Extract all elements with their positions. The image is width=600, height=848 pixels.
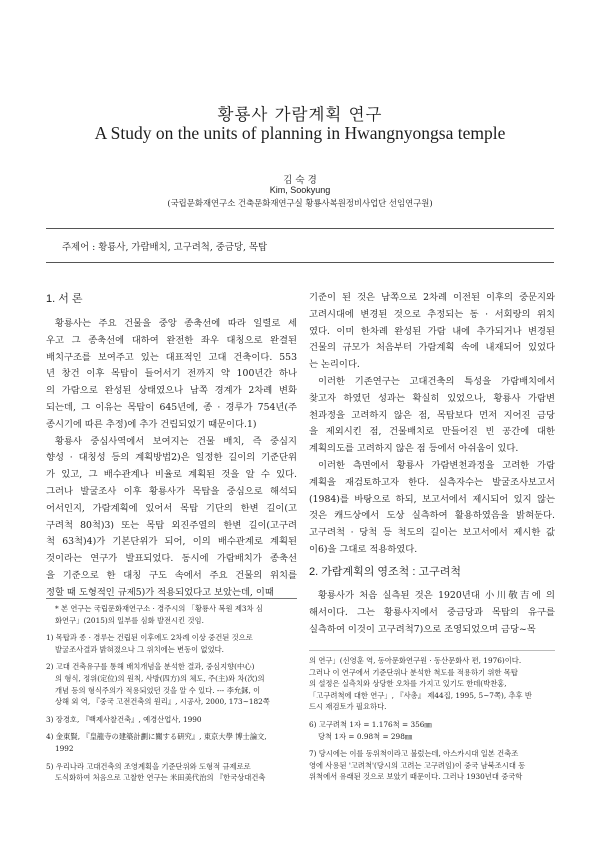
- text-line: 고구려척 · 당척 등 척도의 길이는 보고서에서 제시한 값: [309, 527, 555, 539]
- keywords-bottom-rule: [46, 262, 554, 263]
- text-line: 실측하여 이것이 고구려척7)으로 조영되었으며 금당~목: [309, 623, 536, 635]
- keywords: 주제어 : 황룡사, 가람배치, 고구려척, 중금당, 목탑: [62, 242, 268, 253]
- text-line: 고려시대에 변경된 것으로 추정되는 동 · 서회랑의 위치: [309, 308, 555, 320]
- footnote-line: 2) 고대 건축유구를 통해 배치개념을 분석한 결과, 중심지향(中心): [46, 662, 255, 672]
- text-line: 것이라는 연구가 발표되었다. 동시에 가람배치가 종축선: [46, 553, 297, 565]
- section-2-heading: 2. 가람계획의 영조척 : 고구려척: [309, 566, 461, 578]
- footnote-line: 드시 재검토가 필요하다.: [309, 702, 387, 712]
- text-line: 배치구조를 보여주고 있는 대표적인 고대 건축이다. 553: [46, 351, 297, 363]
- text-line: 을 기준으로 한 대칭 구도 속에서 주요 건물의 위치를: [46, 569, 297, 581]
- footnote-line: 6) 고구려척 1자 = 1.176척 = 356㎜: [309, 719, 432, 729]
- right-footnotes: [309, 655, 555, 783]
- section-1-heading: 1. 서 론: [46, 293, 83, 305]
- author-english: Kim, Sookyung: [269, 185, 331, 195]
- text-line: 되는데, 그 이유는 목탑이 645년에, 종 · 경루가 754년(주: [46, 401, 297, 413]
- text-line: 가 있고, 그 배수관계나 비율로 계획된 것을 알 수 있다.: [46, 469, 297, 481]
- author-affiliation: (국립문화재연구소 건축문화재연구실 황룡사복원정비사업단 선임연구원): [167, 198, 433, 208]
- text-line: 계획을 재검토하고자 한다. 실측자수는 발굴조사보고서: [309, 476, 555, 488]
- text-line: 우고 그 종축선에 대하여 완전한 좌우 대칭으로 완결된: [46, 334, 297, 346]
- text-line: 종시기에 따른 추정)에 추가 건립되었기 때문이다.1): [46, 418, 257, 430]
- text-line: 황룡사는 주요 건물을 중앙 종축선에 따라 일렬로 세: [55, 318, 297, 329]
- text-line: 척 63척)4)가 기본단위가 되어, 이의 배수관계로 계획된: [46, 536, 297, 548]
- footnote-line: 발굴조사결과 밝혀졌으나 그 위치에는 변동이 없었다.: [55, 644, 224, 654]
- text-line: 황룡사 중심사역에서 보여지는 건물 배치, 즉 중심지: [55, 435, 297, 447]
- footnote-line: 도식화하여 처음으로 고찰한 연구는 米田美代治의 『한국상대건축: [55, 773, 266, 783]
- text-line: 것은 캐드상에서 도상 실측하여 활용하였음을 밝혀둔다.: [309, 510, 555, 522]
- footnote-line: 상해 외 역, 『중국 고전건축의 원리』, 시공사, 2000, 173~182쪽: [55, 697, 270, 707]
- author-korean: 김 숙 경: [283, 175, 317, 186]
- keywords-top-rule: [46, 228, 554, 229]
- text-line: 는 논리이다.: [309, 359, 360, 371]
- text-line: 찾고자 하였던 성과는 확실히 있었으나, 황룡사 가람변: [309, 392, 555, 404]
- footnote-line: 5) 우리나라 고대건축의 조영계획을 기준단위와 도형적 규제로로: [46, 761, 251, 771]
- text-line: 천과정을 고려하지 않은 점, 목탑보다 먼저 지어진 금당: [309, 409, 555, 421]
- text-line: 어서인지, 가람계획에 있어서 목탑 기단의 한변 길이(고: [46, 502, 297, 514]
- text-line: 향성 · 대칭성 등의 계획방법2)은 일정한 길이의 기준단위: [46, 452, 297, 464]
- right-body-text-2: [309, 588, 555, 638]
- footnote-line: 7) 당시에는 이를 동위척이라고 불렀는데, 아스카시대 일본 건축조: [309, 749, 519, 759]
- text-line: 황룡사가 처음 실측된 것은 1920년대 小川敬吉에 의: [318, 590, 555, 601]
- text-line: 였다. 이미 한차례 완성된 가람 내에 추가되거나 변경된: [309, 325, 555, 337]
- footnote-line: 개념 등의 형식주의가 적용되었던 것을 알 수 있다. --- 李允鉌, 이: [55, 685, 261, 695]
- left-body-text: [46, 316, 297, 602]
- footnote-rule-right: [309, 650, 555, 651]
- footnote-line: 화연구」(2015)의 일부를 심화 발전시킨 것임.: [55, 615, 204, 625]
- footnote-line: 의 형식, 정위(定位)의 원칙, 사방(四方)의 체도, 주(主)와 차(次)의: [55, 673, 265, 683]
- left-footnotes: [46, 603, 297, 784]
- text-line: 구려척 80척)3) 또는 목탑 외진주열의 한변 길이(고구려: [46, 519, 297, 531]
- text-line: 이러한 기존연구는 고대건축의 특성을 가람배치에서: [318, 375, 555, 387]
- footnote-line: 1992: [55, 743, 74, 753]
- text-line: 년 창건 이후 목탑이 들어서기 전까지 약 100년간 하나: [46, 368, 297, 380]
- text-line: 해서이다. 그는 황룡사지에서 중금당과 목탑의 유구를: [309, 606, 555, 618]
- footnote-line: 그러나 이 연구에서 기준단위나 분석한 척도를 적용하기 위한 목탑: [309, 667, 518, 677]
- text-line: 을 제외시킨 점, 건물배치로 만들어진 빈 공간에 대한: [309, 426, 555, 438]
- text-line: 그러나 발굴조사 이후 황룡사가 목탑을 중심으로 해석되: [46, 485, 297, 497]
- text-line: 이러한 측면에서 황룡사 가람변천과정을 고려한 가람: [318, 459, 555, 471]
- footnote-line: 영에 사용된 '고려척'(당시의 고려는 고구려임)이 중국 남북조시대 동: [309, 760, 526, 770]
- right-body-text: [309, 290, 555, 559]
- footnote-rule-left: [46, 598, 297, 599]
- text-line: 정할 때 도형적인 규제5)가 적용되었다고 보았는데, 이때: [46, 586, 274, 598]
- text-line: (1984)를 바탕으로 하되, 보고서에서 제시되어 있지 않는: [309, 493, 555, 505]
- footnote-line: 의 설정은 실측치와 상당한 오차를 가지고 있기도 한데(박찬홍,: [309, 679, 507, 689]
- text-line: 계획의도를 고려하지 않은 점 등에서 아쉬움이 있다.: [309, 443, 519, 455]
- footnote-line: 4) 金東賢, 『皇龍寺の建築計劃に關する硏究』, 東京大學 博士論文,: [46, 732, 267, 742]
- footnote-line: 당척 1자 = 0.98척 = 298㎜: [318, 731, 413, 741]
- text-line: 이6)을 그대로 적용하였다.: [309, 543, 418, 555]
- text-line: 건물의 규모가 처음부터 가람계획 속에 내재되어 있었다: [309, 342, 555, 354]
- title-korean: 황룡사 가람계획 연구: [217, 105, 383, 124]
- footnote-line: 「고구려척에 대한 연구」, 『사총』 제44집, 1995, 5~7쪽), 추후 반: [309, 690, 532, 700]
- footnote-line: 1) 목탑과 종 · 경루는 건립된 이후에도 2차례 이상 중건된 것으로: [46, 633, 253, 643]
- footnote-line: * 본 연구는 국립문화재연구소 · 경주시의 「황룡사 복원 제3차 심: [55, 604, 263, 613]
- footnote-line: 위척에서 유래된 것으로 보았기 때문이다. 그러나 1930년대 중국학: [309, 772, 523, 782]
- footnote-line: 3) 장경호, 『백제사찰건축』, 예경산업사, 1990: [46, 714, 202, 724]
- title-english: A Study on the units of planning in Hwangnyongsa temple: [94, 123, 506, 143]
- text-line: 의 가람으로 완성된 상태였으나 남쪽 경계가 2차례 변화: [46, 385, 297, 397]
- text-line: 기준이 된 것은 남쪽으로 2차례 이전된 이후의 중문지와: [309, 292, 555, 303]
- footnote-line: 의 연구」(신영훈 역, 동아문화연구원 · 동산문화사 편, 1976)이다.: [309, 656, 522, 665]
